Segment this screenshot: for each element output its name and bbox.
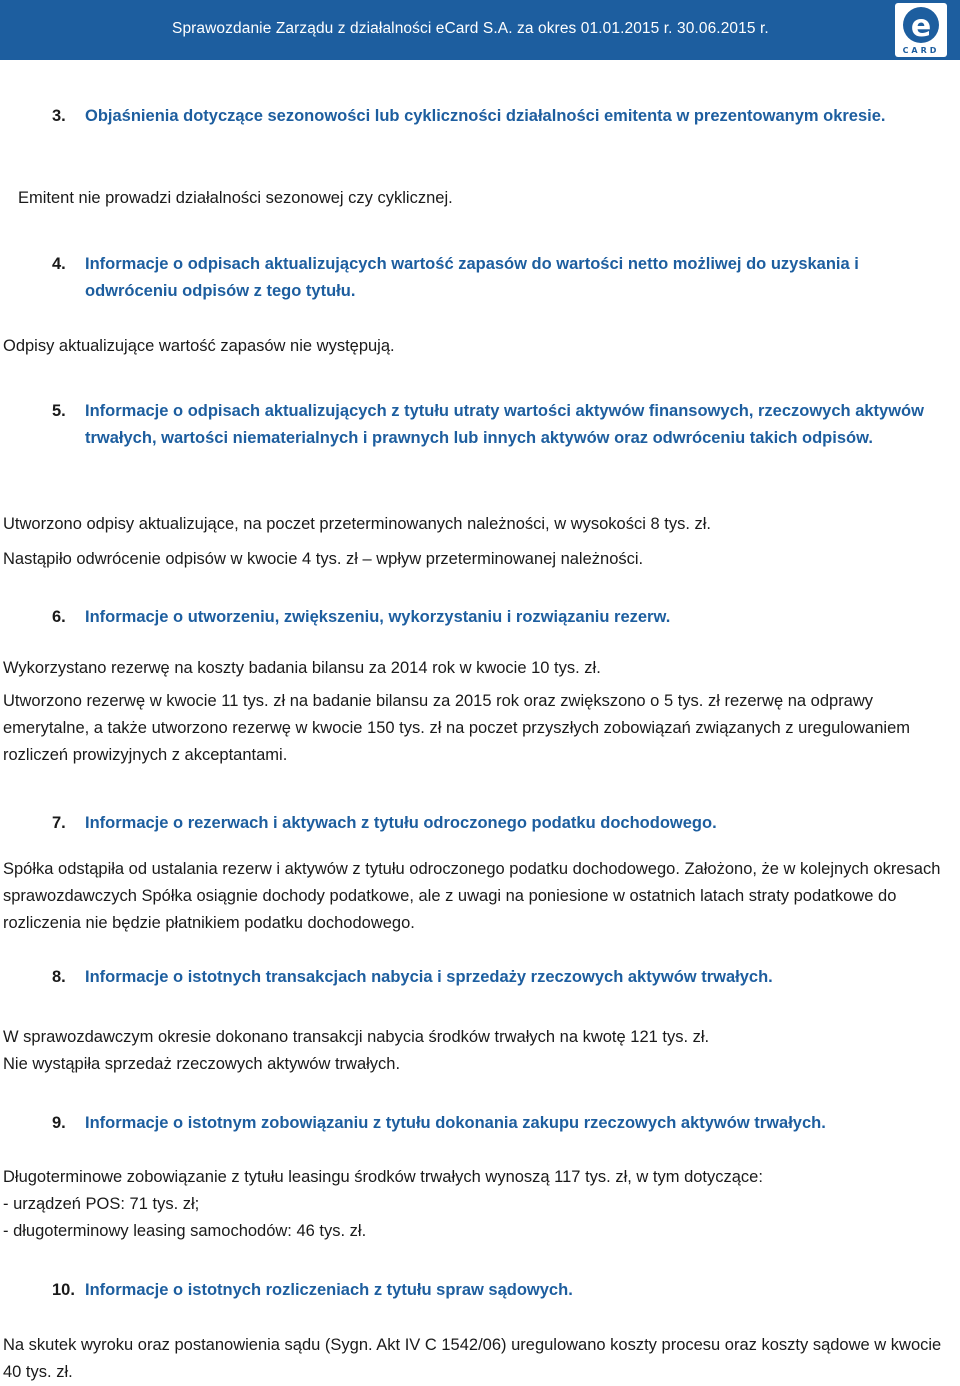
logo-letter: e: [910, 9, 932, 44]
section-number: 9.: [52, 1114, 66, 1132]
section-number: 8.: [52, 968, 66, 986]
section-number: 6.: [52, 608, 66, 626]
section-title: Informacje o istotnych rozliczeniach z tytułu spraw sądowych.: [85, 1281, 573, 1299]
section-number: 7.: [52, 814, 66, 832]
paragraph: Nie wystąpiła sprzedaż rzeczowych aktywów trwałych.: [3, 1055, 401, 1073]
section-number: 5.: [52, 402, 66, 420]
section-number: 3.: [52, 107, 66, 125]
section-title: Informacje o utworzeniu, zwiększeniu, wykorzystaniu i rozwiązaniu rezerw.: [85, 608, 671, 626]
paragraph: Wykorzystano rezerwę na koszty badania bilansu za 2014 rok w kwocie 10 tys. zł.: [3, 659, 601, 677]
section-title: Informacje o odpisach aktualizujących wartość zapasów do wartości netto możliwej do uzyskania i odwróceniu odpisów z tego tytułu.: [85, 255, 859, 300]
paragraph: Nastąpiło odwrócenie odpisów w kwocie 4 tys. zł – wpływ przeterminowanej należności.: [3, 550, 644, 568]
section-8-heading: [52, 964, 952, 991]
section-10-body: [3, 1332, 958, 1386]
paragraph: W sprawozdawczym okresie dokonano transakcji nabycia środków trwałych na kwotę 121 tys. zł.: [3, 1028, 710, 1046]
paragraph: Emitent nie prowadzi działalności sezonowej czy cyklicznej.: [18, 189, 453, 207]
section-title: Informacje o istotnych transakcjach nabycia i sprzedaży rzeczowych aktywów trwałych.: [85, 968, 773, 986]
section-3-body: [18, 185, 960, 212]
section-9-heading: [52, 1110, 952, 1137]
logo-text: CARD: [902, 46, 940, 55]
section-5-body: [3, 511, 958, 573]
paragraph: Na skutek wyroku oraz postanowienia sądu (Sygn. Akt IV C 1542/06) uregulowano koszty procesu oraz koszty sądowe w kwocie 40 tys. zł.: [3, 1336, 942, 1381]
section-number: 4.: [52, 255, 66, 273]
section-6-body: [3, 655, 958, 769]
section-title: Objaśnienia dotyczące sezonowości lub cykliczności działalności emitenta w prezentowanym okresie.: [85, 107, 886, 125]
paragraph: Odpisy aktualizujące wartość zapasów nie występują.: [3, 337, 395, 355]
section-7-heading: [52, 810, 952, 837]
list-item: - długoterminowy leasing samochodów: 46 tys. zł.: [3, 1222, 367, 1240]
section-title: Informacje o odpisach aktualizujących z tytułu utraty wartości aktywów finansowych, rzeczowych aktywów trwałych, wartości niematerialnych i prawnych lub innych aktywów oraz odwróceniu takich odpisów.: [85, 402, 924, 447]
section-title: Informacje o rezerwach i aktywach z tytułu odroczonego podatku dochodowego.: [85, 814, 717, 832]
section-title: Informacje o istotnym zobowiązaniu z tytułu dokonania zakupu rzeczowych aktywów trwałych.: [85, 1114, 826, 1132]
paragraph: Długoterminowe zobowiązanie z tytułu leasingu środków trwałych wynoszą 117 tys. zł, w tym dotyczące:: [3, 1168, 763, 1186]
section-6-heading: [52, 604, 952, 631]
section-4-heading: [52, 251, 952, 305]
section-5-heading: [52, 398, 952, 452]
paragraph: Spółka odstąpiła od ustalania rezerw i aktywów z tytułu odroczonego podatku dochodowego. Założono, że w kolejnych okresach sprawozdawczych Spółka osiągnie dochody podatkowe, ale z uwagi na poniesione w ostatnich latach straty podatkowe do rozliczenia nie będzie płatnikiem podatku dochodowego.: [3, 860, 941, 932]
section-3-heading: [52, 103, 952, 130]
paragraph: Utworzono rezerwę w kwocie 11 tys. zł na badanie bilansu za 2015 rok oraz zwiększono o 5 tys. zł rezerwę na odprawy emerytalne, a także utworzono rezerwę w kwocie 150 tys. zł na poczet przyszłych zobowiązań związanych z uregulowaniem rozliczeń prowizyjnych z akceptantami.: [3, 692, 911, 764]
section-7-body: [3, 856, 958, 937]
section-4-body: [3, 333, 958, 360]
section-8-body: [3, 1024, 958, 1078]
section-number: 10.: [52, 1281, 75, 1299]
list-item: - urządzeń POS: 71 tys. zł;: [3, 1195, 200, 1213]
paragraph: Utworzono odpisy aktualizujące, na poczet przeterminowanych należności, w wysokości 8 tys. zł.: [3, 515, 711, 533]
header-title: Sprawozdanie Zarządu z działalności eCard S.A. za okres 01.01.2015 r. 30.06.2015 r.: [172, 20, 769, 37]
section-10-heading: [52, 1277, 952, 1304]
section-9-body: [3, 1164, 958, 1245]
